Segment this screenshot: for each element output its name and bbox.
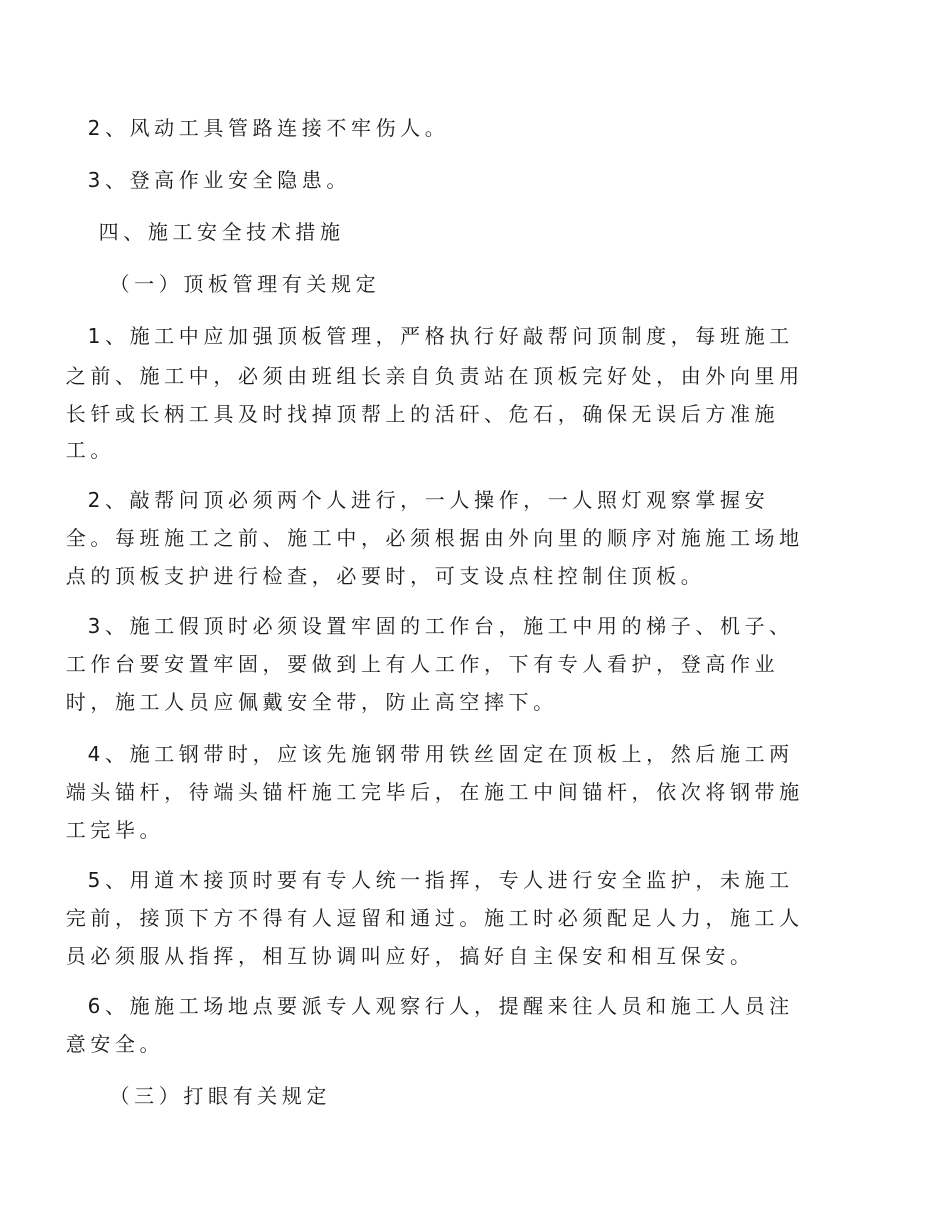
text-line: 长钎或长柄工具及时找掉顶帮上的活矸、危石，确保无误后方准施 — [0, 402, 780, 426]
text-line: 意安全。 — [0, 1032, 165, 1056]
text-line: 4、施工钢带时，应该先施钢带用铁丝固定在顶板上，然后施工两 — [0, 742, 794, 766]
text-line: 3、登高作业安全隐患。 — [0, 168, 351, 192]
text-line: 1、施工中应加强顶板管理，严格执行好敲帮问顶制度，每班施工 — [0, 324, 794, 348]
section-heading: 四、施工安全技术措施 — [0, 220, 345, 244]
text-line: 时，施工人员应佩戴安全带，防止高空摔下。 — [0, 690, 558, 714]
text-line: 工。 — [0, 438, 115, 462]
text-line: 员必须服从指挥，相互协调叫应好，搞好自主保安和相互保安。 — [0, 944, 755, 968]
text-line: 2、敲帮问顶必须两个人进行，一人操作，一人照灯观察掌握安 — [0, 488, 770, 512]
subsection-heading: （三）打眼有关规定 — [0, 1084, 331, 1108]
text-line: 3、施工假顶时必须设置牢固的工作台，施工中用的梯子、机子、 — [0, 614, 794, 638]
text-line: 全。每班施工之前、施工中，必须根据由外向里的顺序对施施工场地 — [0, 526, 804, 550]
text-line: 2、风动工具管路连接不牢伤人。 — [0, 116, 450, 140]
text-line: 之前、施工中，必须由班组长亲自负责站在顶板完好处，由外向里用 — [0, 364, 804, 388]
text-line: 工完毕。 — [0, 818, 165, 842]
text-line: 点的顶板支护进行检查，必要时，可支设点柱控制住顶板。 — [0, 564, 706, 588]
text-line: 5、用道木接顶时要有专人统一指挥，专人进行安全监护，未施工 — [0, 868, 794, 892]
text-line: 完前，接顶下方不得有人逗留和通过。施工时必须配足人力，施工人 — [0, 906, 804, 930]
subsection-heading: （一）顶板管理有关规定 — [0, 272, 381, 296]
text-line: 6、施施工场地点要派专人观察行人，提醒来往人员和施工人员注 — [0, 994, 794, 1018]
text-line: 端头锚杆，待端头锚杆施工完毕后，在施工中间锚杆，依次将钢带施 — [0, 780, 804, 804]
text-line: 工作台要安置牢固，要做到上有人工作，下有专人看护，登高作业 — [0, 652, 780, 676]
